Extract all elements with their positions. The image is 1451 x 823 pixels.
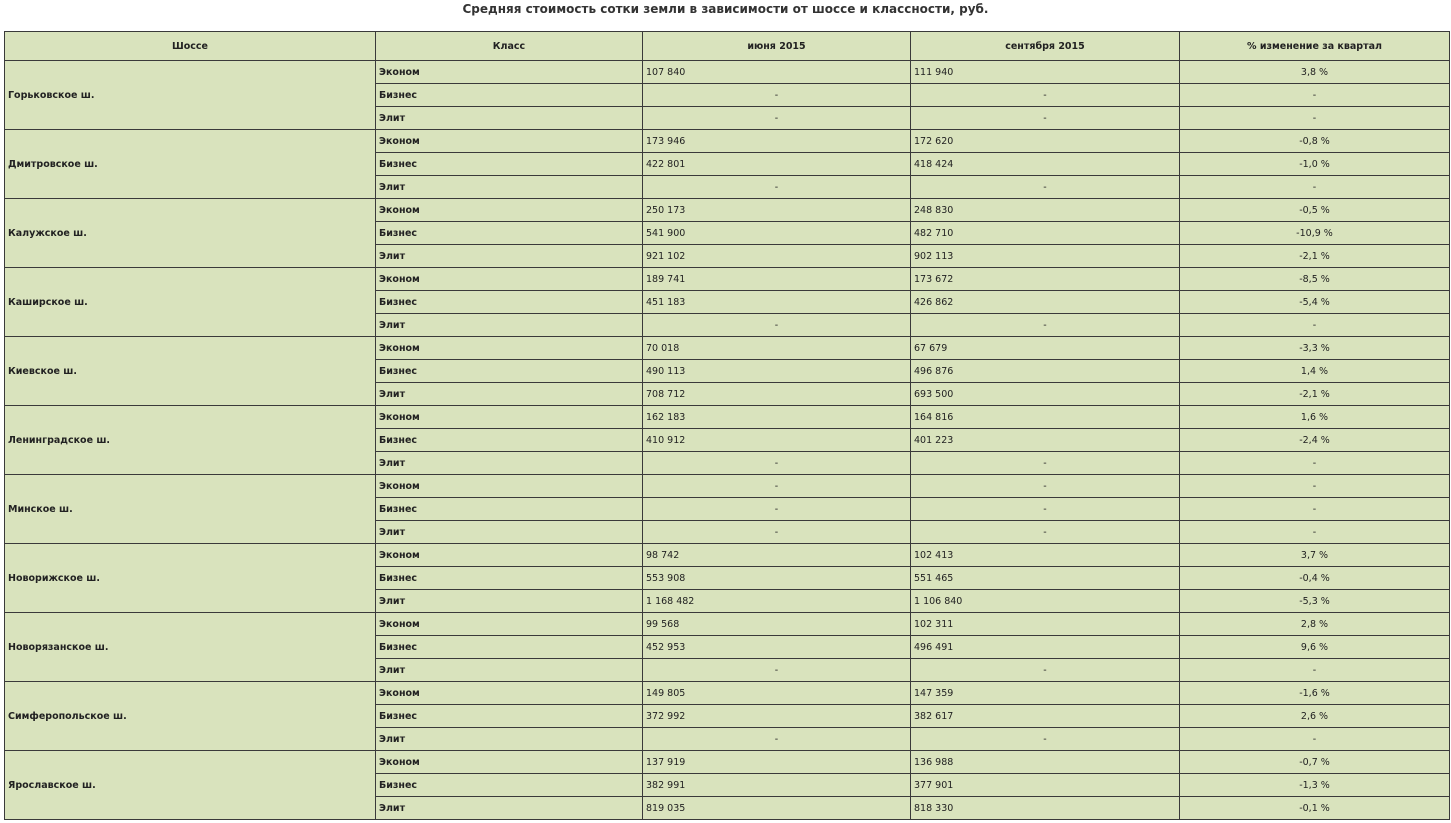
june-value-cell: - (643, 314, 911, 337)
table-row (5, 544, 1450, 567)
highway-cell: Горьковское ш. (5, 61, 376, 130)
june-value-cell: 708 712 (643, 383, 911, 406)
class-cell: Бизнес (376, 84, 643, 107)
class-cell: Бизнес (376, 567, 643, 590)
september-value-cell: - (911, 498, 1180, 521)
change-percent-cell: -0,5 % (1180, 199, 1450, 222)
change-percent-cell: -3,3 % (1180, 337, 1450, 360)
june-value-cell: - (643, 452, 911, 475)
table-row (5, 268, 1450, 291)
june-value-cell: 921 102 (643, 245, 911, 268)
change-percent-cell: 1,4 % (1180, 360, 1450, 383)
class-cell: Эконом (376, 61, 643, 84)
september-value-cell: - (911, 659, 1180, 682)
change-percent-cell: - (1180, 176, 1450, 199)
september-value-cell: 102 413 (911, 544, 1180, 567)
class-cell: Элит (376, 797, 643, 820)
table-row (5, 613, 1450, 636)
class-cell: Эконом (376, 751, 643, 774)
class-cell: Бизнес (376, 222, 643, 245)
class-cell: Бизнес (376, 153, 643, 176)
change-percent-cell: -8,5 % (1180, 268, 1450, 291)
table-body (5, 61, 1450, 820)
september-value-cell: - (911, 728, 1180, 751)
class-cell: Эконом (376, 544, 643, 567)
june-value-cell: - (643, 107, 911, 130)
class-cell: Бизнес (376, 291, 643, 314)
june-value-cell: 422 801 (643, 153, 911, 176)
table-row (5, 475, 1450, 498)
september-value-cell: 1 106 840 (911, 590, 1180, 613)
change-percent-cell: -2,4 % (1180, 429, 1450, 452)
september-value-cell: 173 672 (911, 268, 1180, 291)
change-percent-cell: - (1180, 107, 1450, 130)
class-cell: Элит (376, 245, 643, 268)
june-value-cell: 149 805 (643, 682, 911, 705)
september-value-cell: - (911, 176, 1180, 199)
change-percent-cell: -0,1 % (1180, 797, 1450, 820)
highway-cell: Киевское ш. (5, 337, 376, 406)
september-value-cell: - (911, 84, 1180, 107)
june-value-cell: 553 908 (643, 567, 911, 590)
class-cell: Эконом (376, 337, 643, 360)
june-value-cell: - (643, 521, 911, 544)
table-row (5, 682, 1450, 705)
september-value-cell: 102 311 (911, 613, 1180, 636)
highway-cell: Новорязанское ш. (5, 613, 376, 682)
september-value-cell: - (911, 107, 1180, 130)
change-percent-cell: 3,8 % (1180, 61, 1450, 84)
change-percent-cell: -2,1 % (1180, 383, 1450, 406)
september-value-cell: 482 710 (911, 222, 1180, 245)
class-cell: Бизнес (376, 498, 643, 521)
september-value-cell: 551 465 (911, 567, 1180, 590)
june-value-cell: 410 912 (643, 429, 911, 452)
page-title: Средняя стоимость сотки земли в зависимости от шоссе и классности, руб. (462, 2, 989, 16)
september-value-cell: - (911, 521, 1180, 544)
september-value-cell: 111 940 (911, 61, 1180, 84)
highway-cell: Симферопольское ш. (5, 682, 376, 751)
table-row (5, 337, 1450, 360)
september-value-cell: 67 679 (911, 337, 1180, 360)
change-percent-cell: -10,9 % (1180, 222, 1450, 245)
september-value-cell: 248 830 (911, 199, 1180, 222)
price-table (4, 31, 1450, 820)
september-value-cell: 496 876 (911, 360, 1180, 383)
june-value-cell: 137 919 (643, 751, 911, 774)
change-percent-cell: -5,3 % (1180, 590, 1450, 613)
june-value-cell: 250 173 (643, 199, 911, 222)
change-percent-cell: 9,6 % (1180, 636, 1450, 659)
highway-cell: Минское ш. (5, 475, 376, 544)
change-percent-cell: -0,4 % (1180, 567, 1450, 590)
highway-cell: Дмитровское ш. (5, 130, 376, 199)
class-cell: Элит (376, 383, 643, 406)
table-row (5, 130, 1450, 153)
june-value-cell: 70 018 (643, 337, 911, 360)
change-percent-cell: - (1180, 521, 1450, 544)
change-percent-cell: - (1180, 498, 1450, 521)
class-cell: Элит (376, 176, 643, 199)
change-percent-cell: -0,7 % (1180, 751, 1450, 774)
change-percent-cell: 3,7 % (1180, 544, 1450, 567)
table-row (5, 199, 1450, 222)
column-header-class: Класс (376, 32, 643, 61)
september-value-cell: 172 620 (911, 130, 1180, 153)
change-percent-cell: -1,3 % (1180, 774, 1450, 797)
june-value-cell: 98 742 (643, 544, 911, 567)
class-cell: Элит (376, 314, 643, 337)
highway-cell: Новорижское ш. (5, 544, 376, 613)
class-cell: Элит (376, 521, 643, 544)
june-value-cell: 1 168 482 (643, 590, 911, 613)
highway-cell: Ярославское ш. (5, 751, 376, 820)
change-percent-cell: - (1180, 84, 1450, 107)
september-value-cell: 377 901 (911, 774, 1180, 797)
class-cell: Эконом (376, 475, 643, 498)
september-value-cell: 496 491 (911, 636, 1180, 659)
june-value-cell: - (643, 659, 911, 682)
column-header-quarter-change: % изменение за квартал (1180, 32, 1450, 61)
change-percent-cell: -0,8 % (1180, 130, 1450, 153)
class-cell: Бизнес (376, 774, 643, 797)
september-value-cell: 693 500 (911, 383, 1180, 406)
june-value-cell: - (643, 728, 911, 751)
class-cell: Элит (376, 659, 643, 682)
june-value-cell: 372 992 (643, 705, 911, 728)
september-value-cell: 418 424 (911, 153, 1180, 176)
change-percent-cell: 2,8 % (1180, 613, 1450, 636)
change-percent-cell: -1,0 % (1180, 153, 1450, 176)
table-row (5, 61, 1450, 84)
september-value-cell: 426 862 (911, 291, 1180, 314)
september-value-cell: - (911, 314, 1180, 337)
class-cell: Элит (376, 590, 643, 613)
column-header-september-2015: сентября 2015 (911, 32, 1180, 61)
september-value-cell: 136 988 (911, 751, 1180, 774)
september-value-cell: 818 330 (911, 797, 1180, 820)
june-value-cell: 490 113 (643, 360, 911, 383)
june-value-cell: - (643, 84, 911, 107)
class-cell: Эконом (376, 268, 643, 291)
change-percent-cell: - (1180, 452, 1450, 475)
september-value-cell: 164 816 (911, 406, 1180, 429)
change-percent-cell: -2,1 % (1180, 245, 1450, 268)
table-row (5, 406, 1450, 429)
june-value-cell: 382 991 (643, 774, 911, 797)
column-header-highway: Шоссе (5, 32, 376, 61)
class-cell: Эконом (376, 130, 643, 153)
class-cell: Эконом (376, 682, 643, 705)
june-value-cell: 452 953 (643, 636, 911, 659)
june-value-cell: 541 900 (643, 222, 911, 245)
change-percent-cell: - (1180, 728, 1450, 751)
class-cell: Элит (376, 728, 643, 751)
header-row (5, 32, 1450, 61)
class-cell: Элит (376, 452, 643, 475)
highway-cell: Каширское ш. (5, 268, 376, 337)
class-cell: Бизнес (376, 636, 643, 659)
june-value-cell: - (643, 475, 911, 498)
change-percent-cell: - (1180, 475, 1450, 498)
class-cell: Эконом (376, 613, 643, 636)
highway-cell: Ленинградское ш. (5, 406, 376, 475)
change-percent-cell: -1,6 % (1180, 682, 1450, 705)
class-cell: Бизнес (376, 360, 643, 383)
column-header-june-2015: июня 2015 (643, 32, 911, 61)
september-value-cell: 147 359 (911, 682, 1180, 705)
september-value-cell: - (911, 452, 1180, 475)
class-cell: Бизнес (376, 429, 643, 452)
june-value-cell: - (643, 498, 911, 521)
june-value-cell: 99 568 (643, 613, 911, 636)
september-value-cell: 382 617 (911, 705, 1180, 728)
change-percent-cell: - (1180, 659, 1450, 682)
change-percent-cell: -5,4 % (1180, 291, 1450, 314)
september-value-cell: - (911, 475, 1180, 498)
class-cell: Эконом (376, 199, 643, 222)
june-value-cell: 107 840 (643, 61, 911, 84)
september-value-cell: 902 113 (911, 245, 1180, 268)
change-percent-cell: - (1180, 314, 1450, 337)
class-cell: Бизнес (376, 705, 643, 728)
highway-cell: Калужское ш. (5, 199, 376, 268)
june-value-cell: 819 035 (643, 797, 911, 820)
table-row (5, 751, 1450, 774)
june-value-cell: 173 946 (643, 130, 911, 153)
class-cell: Элит (376, 107, 643, 130)
june-value-cell: - (643, 176, 911, 199)
june-value-cell: 162 183 (643, 406, 911, 429)
june-value-cell: 451 183 (643, 291, 911, 314)
class-cell: Эконом (376, 406, 643, 429)
change-percent-cell: 1,6 % (1180, 406, 1450, 429)
june-value-cell: 189 741 (643, 268, 911, 291)
change-percent-cell: 2,6 % (1180, 705, 1450, 728)
september-value-cell: 401 223 (911, 429, 1180, 452)
